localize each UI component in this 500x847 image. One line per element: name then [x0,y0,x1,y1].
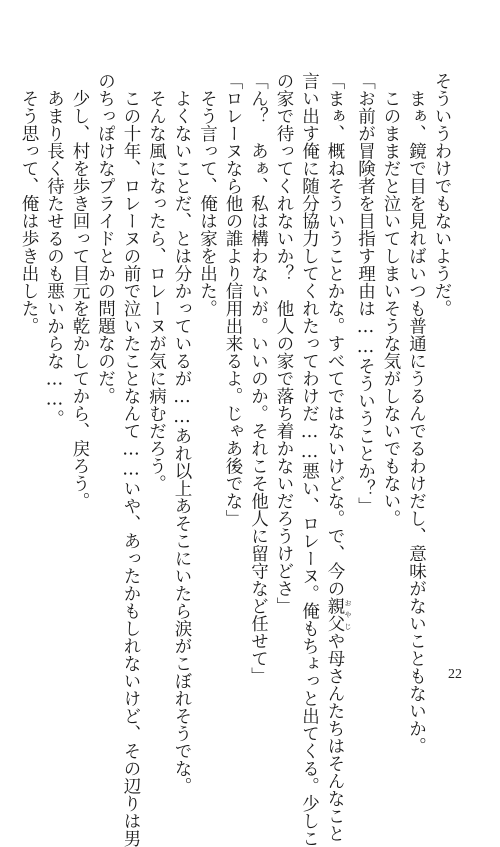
text-line: そう言って、俺は家を出た。 [197,72,218,317]
text-line: そう思って、俺は歩き出した。 [19,72,39,335]
text-line: そういうわけでもないようだ。 [432,72,452,317]
text-line-with-ruby [322,72,353,842]
text-line: のちっぽけなプライドとかの問題なのだ。 [95,72,116,405]
text-line: よくないことだ、とは分かっているが……あれ以上あそこにいたら涙がこぼれそうでな。 [172,72,192,795]
ruby-reading: おやじ [344,597,352,632]
text-line: 「お前が冒険者を目指す理由は……そういうことか？」 [355,72,376,515]
text-line: の家で待ってくれないか？ 他人の家で落ち着かないだろうけどさ」 [274,72,294,615]
text-segment: 「まぁ、概ねそういうことかな。すべてではないけどな。で、今の [325,72,345,597]
page-number: 22 [448,667,462,682]
text-segment: や母さんたちはそんなこと [325,632,345,842]
text-line: 言い出す俺に随分協力してくれたってわけだ……悪い、ロレーヌ。俺もちょっと出てくる。少しこ [299,72,320,847]
text-line: 「ん？ あぁ、私は構わないが。いいのか。それこそ他人に留守など任せて」 [248,72,269,685]
text-line: あまり長く待たせるのも悪いからな……。 [44,72,65,427]
text-line: そんな風になったら、ロレーヌが気に病むだろう。 [146,72,167,492]
ruby-base: 親父 [325,597,345,632]
ruby-annotation [325,597,352,632]
text-line: 「ロレーヌなら他の誰より信用出来るよ。じゃあ後でな」 [223,72,243,527]
text-line: このままだと泣いてしまいそうな気がしないでもない。 [381,72,401,527]
text-line: 少し、村を歩き回って目元を乾かしてから、戻ろう。 [70,72,90,510]
text-line: この十年、ロレーヌの前で泣いたことなんて……いや、あったかもしれないけど、その辺りは男 [121,72,141,847]
text-line: まぁ、鏡で目を見ればいつも普通にうるんでるわけだし、意味がないこともないか。 [406,72,427,755]
